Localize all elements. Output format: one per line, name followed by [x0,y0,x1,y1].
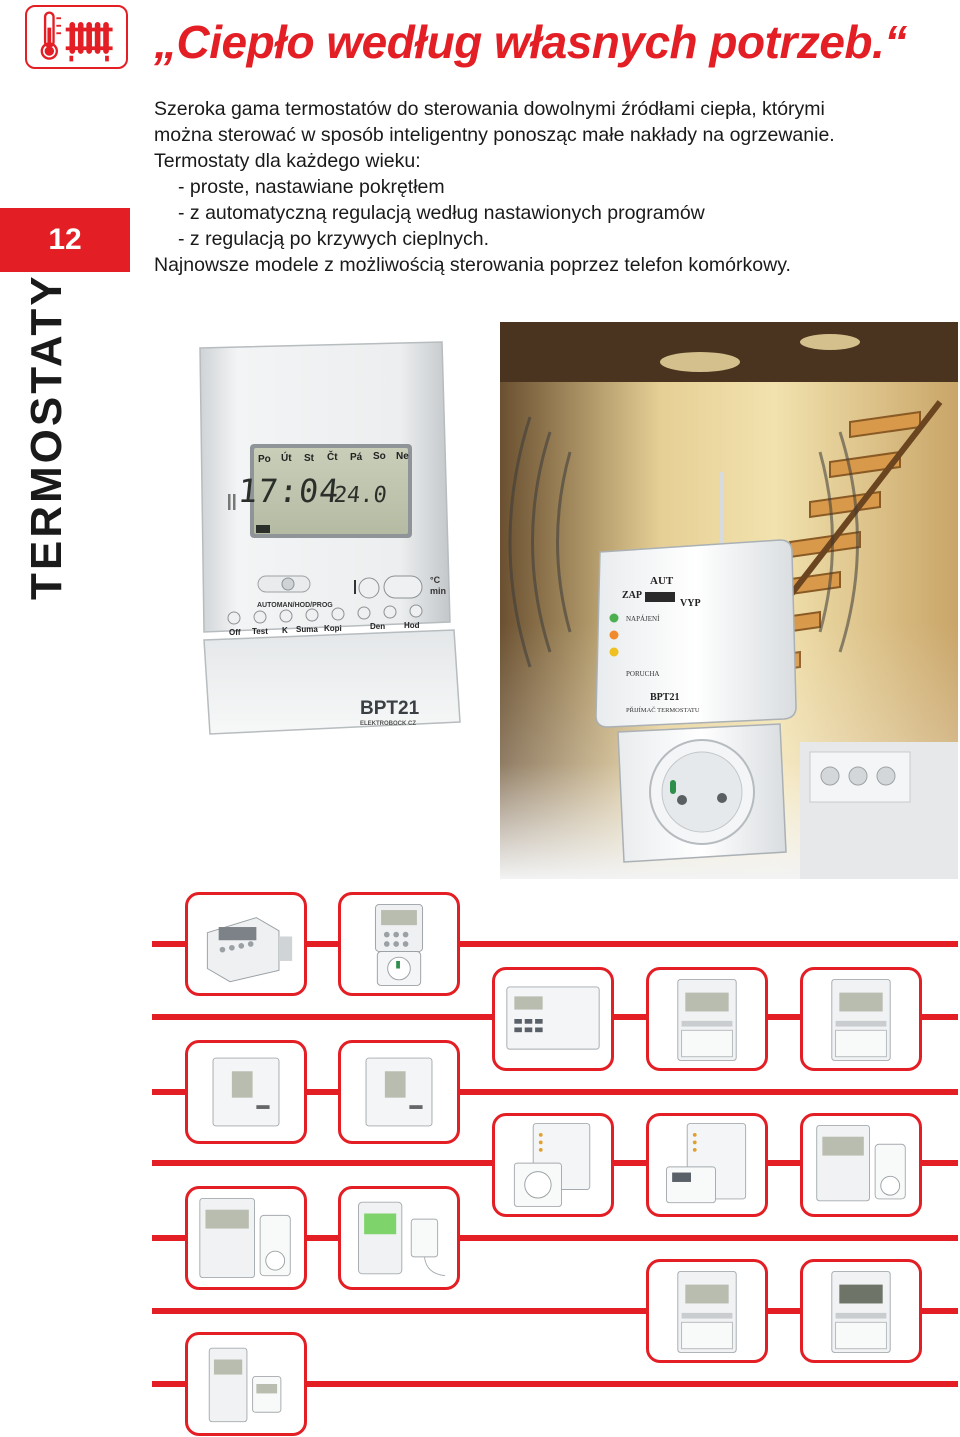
receiver-scene-photo [500,322,958,879]
section-label: TERMOSTATY [22,273,71,600]
button-label: Hod [404,621,420,630]
receiver-model-label: BPT21 [650,692,680,703]
lcd-day: St [304,453,314,464]
lcd-day: Ne [396,451,409,462]
intro-bullet: - z regulacją po krzywych cieplnych. [178,228,490,250]
vyp-label: VYP [680,598,701,609]
thermometer-radiator-icon [25,5,128,69]
lcd-day: Po [258,454,271,465]
lcd-temperature: 24.0 [332,483,389,508]
unit-minutes: min [430,586,447,596]
thermostat-photo [154,322,480,749]
button-label: Kopi [324,624,342,633]
button-label: Suma [296,625,318,634]
maker-label: ELEKTROBOCK CZ [360,721,416,727]
aut-label: AUT [650,575,674,587]
napajeni-label: NAPÁJENÍ [626,615,660,623]
zap-label: ZAP [622,590,642,601]
button-label: Den [370,622,386,631]
product-tile-thermostat-c[interactable] [646,1259,768,1363]
button-label: Test [252,627,268,636]
intro-text [154,96,954,278]
button-label: Off [229,628,241,637]
intro-bullet: - proste, nastawiane pokrętłem [178,176,445,198]
intro-line: Termostaty dla każdego wieku: [154,150,421,172]
page-number: 12 [0,208,130,272]
lcd-day: So [373,451,386,462]
lcd-day: Pá [350,452,363,463]
intro-line: można sterować w sposób inteligentny ponosząc małe nakłady na ogrzewanie. [154,124,835,146]
lcd-day: Út [281,453,292,464]
product-tile-socket-thermostat[interactable] [338,892,460,996]
product-tile-thermostat-a[interactable] [646,967,768,1071]
model-label: BPT21 [360,698,420,719]
product-tile-wireless-thermostat[interactable] [338,1186,460,1290]
intro-line: Najnowsze modele z możliwością sterowania poprzez telefon komórkowy. [154,254,791,276]
porucha-label: PORUCHA [626,670,660,678]
intro-bullet: - z automatyczną regulacją według nastawionych programów [178,202,705,224]
unit-celsius: °C [430,575,441,585]
intro-line: Szeroka gama termostatów do sterowania dowolnymi źródłami ciepła, którymi [154,98,825,120]
product-tile-regulator-set[interactable] [492,1113,614,1217]
product-tile-room-thermostat-a[interactable] [185,1040,307,1144]
product-tile-gsm-set[interactable] [185,1332,307,1436]
product-tile-thermostat-plug[interactable] [185,1186,307,1290]
product-tile-thermostat-b[interactable] [800,967,922,1071]
receiver-subtitle: PŘIJÍMAČ TERMOSTATU [626,707,700,714]
product-tile-wireless-set[interactable] [492,967,614,1071]
page-headline: „Ciepło według własnych potrzeb.“ [154,16,907,68]
mode-switch-label: AUTOMAN/HOD/PROG [257,602,333,609]
lcd-time: 17:04 [236,472,342,510]
product-tile-head-thermostat[interactable] [185,892,307,996]
product-tile-receiver-set[interactable] [646,1113,768,1217]
button-label: K [282,626,288,635]
product-tile-thermostat-socket[interactable] [800,1113,922,1217]
lcd-day: Čt [327,452,338,463]
product-tile-thermostat-d[interactable] [800,1259,922,1363]
product-tile-room-thermostat-b[interactable] [338,1040,460,1144]
